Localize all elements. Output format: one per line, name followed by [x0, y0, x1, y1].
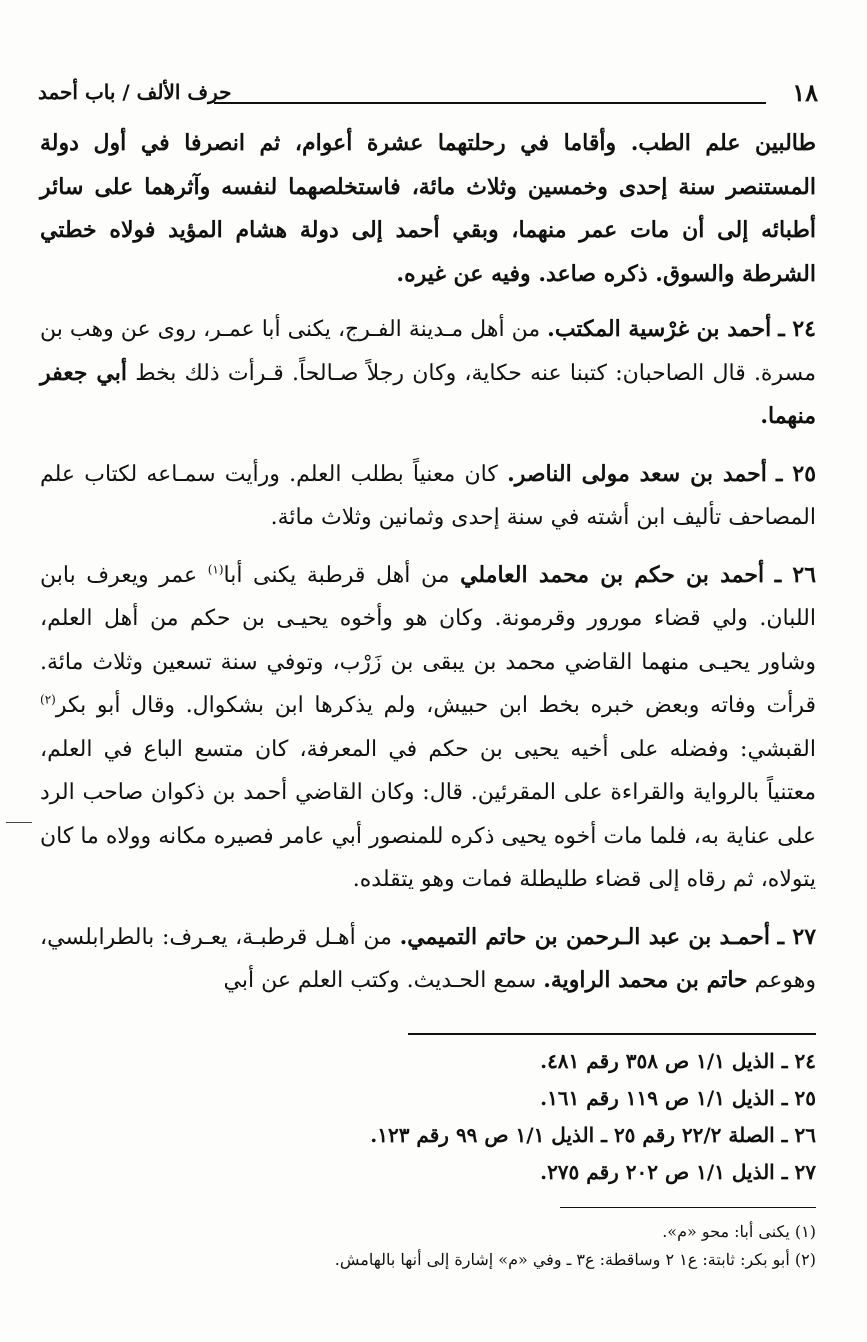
- entry-27: [40, 916, 816, 1003]
- footnote-marker: (٢): [40, 692, 56, 707]
- entry-continuation: [40, 122, 816, 296]
- entry-number: ٢٥ ـ: [776, 460, 817, 487]
- entry-text: سمع الحـديث. وكتب العلم عن أبي: [223, 968, 537, 993]
- page-number: ١٨: [792, 78, 818, 107]
- references: [100, 1043, 816, 1191]
- entry-name: أحمد بن سعد مولى الناصر.: [507, 460, 767, 487]
- entry-24: [40, 308, 816, 439]
- entry-number: ٢٦ ـ: [774, 561, 817, 588]
- footnote-marker: (١): [207, 562, 224, 577]
- footnotes: [100, 1218, 816, 1274]
- entry-text-bold: حاتم بن محمد الراوية.: [543, 967, 748, 993]
- entry-text: من أهل قرطبة يكنى أبا: [223, 562, 450, 588]
- running-title: حرف الألف / باب أحمد: [38, 80, 232, 104]
- entry-name: أحمد بن غرْسية المكتب.: [547, 316, 772, 342]
- reference-item: ٢٥ ـ الذيل ١/١ ص ١١٩ رقم ١٦١.: [540, 1086, 816, 1110]
- header-rule: [214, 102, 766, 104]
- footnotes-rule: [560, 1207, 816, 1208]
- reference-item: ٢٦ ـ الصلة ٢٢/٢ رقم ٢٥ ـ الذيل ١/١ ص ٩٩ رقم ١٢٣.: [370, 1123, 816, 1147]
- running-header: [38, 78, 818, 112]
- margin-mark: [6, 822, 32, 823]
- reference-item: ٢٤ ـ الذيل ١/١ ص ٣٥٨ رقم ٤٨١.: [540, 1049, 816, 1073]
- footnote-item: (١) يكنى أبا: محو «م».: [662, 1222, 816, 1241]
- entry-name: أحمـد بن عبد الـرحمن بن حاتم التميمي.: [399, 923, 770, 950]
- entry-text: عمر ويعرف بابن اللبان. ولي قضاء مورور وقرمونة. وكان هو وأخوه يحيـى بن حكم من أهل العلم، وشاور يحيـى منهما القاضي محمد بن يبقى بن زَرْب، وتوفي سنة تسعين وثلاث مائة. قرأت وفاته وبعض خبره بخط ابن حبيش، ولم يذكرها ابن بشكوال. وقال أبو بكر: [40, 562, 816, 718]
- main-text: [40, 122, 816, 1003]
- entry-number: ٢٤ ـ: [778, 316, 816, 342]
- footnote-item: (٢) أبو بكر: ثابتة: ع١ ٢ وساقطة: ع٣ ـ وفي «م» إشارة إلى أنها بالهامش.: [334, 1250, 816, 1269]
- entry-25: [40, 453, 816, 540]
- entry-26: [40, 554, 816, 902]
- entry-text: من أهل مـدينة الفـرج، يكنى أبا عمـر، روى عن وهب بن مسرة. قال الصاحبان: كتبنا عنه حكاية، وكان رجلاً صـالحاً. قـرأت ذلك بخط: [40, 317, 817, 386]
- references-rule: [408, 1033, 816, 1035]
- entry-text: القبشي: وفضله على أخيه يحيى بن حكم في المعرفة، كان متسع الباع في العلم، معتنياً بالرواية والقراءة على المقرئين. قال: وكان القاضي أحمد بن ذكوان صاحب الرد على عناية به، فلما مات أخوه يحيى ذكره للمنصور أبي عامر فصيره مكانه وولاه ما كان يتولاه، ثم رقاه إلى قضاء طليطلة فمات وهو يتقلده.: [40, 736, 816, 892]
- reference-item: ٢٧ ـ الذيل ١/١ ص ٢٠٢ رقم ٢٧٥.: [540, 1160, 816, 1184]
- entry-text: من أهـل قرطبـة، يعـرف: بالطرابلسي، وهوعم: [40, 924, 816, 993]
- entry-text: طالبين علم الطب. وأقاما في رحلتهما عشرة أعوام، ثم انصرفا في أول دولة المستنصر سنة إحدى وخمسين وثلاث مائة، فاستخلصهما لنفسه وآثرهما على سائر أطبائه إلى أن مات عمر منهما، وبقي أحمد إلى دولة هشام المؤيد فولاه خطتي الشرطة والسوق. ذكره صاعد. وفيه عن غيره.: [40, 130, 816, 287]
- entry-number: ٢٧ ـ: [777, 923, 817, 950]
- entry-text-bold: أبي جعفر منهما.: [40, 359, 816, 429]
- entry-name: أحمد بن حكم بن محمد العاملي: [460, 561, 765, 588]
- entry-text: كان معنياً بطلب العلم. ورأيت سمـاعه لكتاب علم المصاحف تأليف ابن أشته في سنة إحدى وثمانين وثلاث مائة.: [40, 461, 816, 530]
